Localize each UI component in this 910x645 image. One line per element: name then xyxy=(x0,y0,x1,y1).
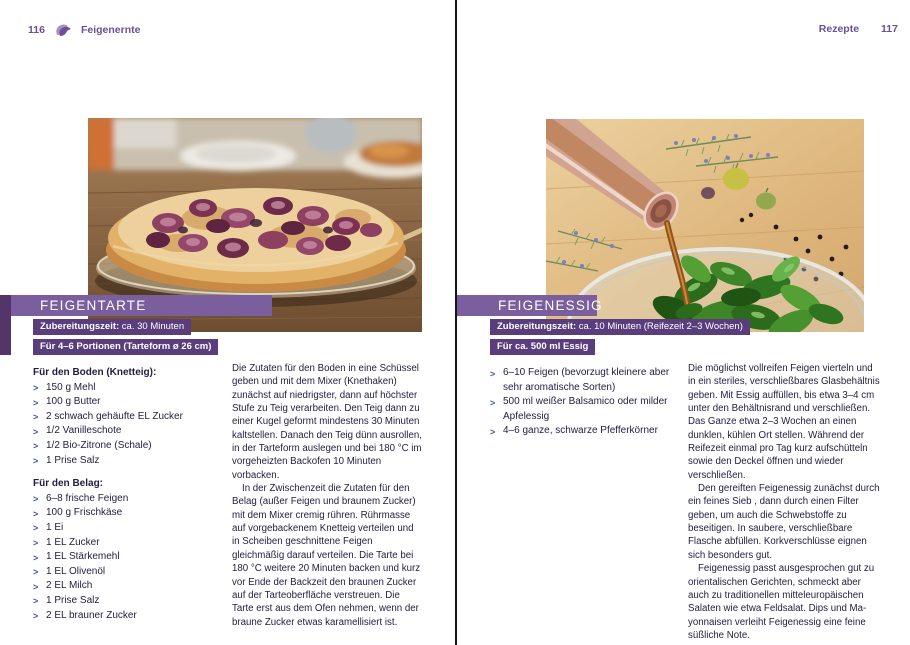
right-page-number: 117 xyxy=(881,23,898,35)
ingredient-text: 1/2 Vanilleschote xyxy=(46,425,122,437)
instructions-left xyxy=(232,362,422,629)
yield-text: Für 4–6 Portionen (Tarteform ø 26 cm) xyxy=(40,341,212,352)
ingredient-text: 1 EL Olivenöl xyxy=(46,565,106,577)
ingredient-bullet: > xyxy=(33,397,39,408)
prep-time-label: Zubereitungszeit: xyxy=(497,321,577,332)
ingredient-text: 100 g Butter xyxy=(46,396,101,408)
ingredient-text: 4–6 ganze, schwarze Pfefferkörner xyxy=(503,425,658,437)
ingredient-bullet: > xyxy=(33,494,39,505)
ingredient-text: 1 Prise Salz xyxy=(46,594,100,606)
ingredient-text: 6–8 frische Feigen xyxy=(46,492,129,504)
ingredient-group-vinegar xyxy=(490,366,688,439)
ingredient-bullet: > xyxy=(33,523,39,534)
ingredient-item xyxy=(33,565,231,580)
instruction-paragraph: Den gereiften Feigenessig zunächst durch ein feines Sieb , dann durch einen Filter geben, um auch die Schwebstoffe zu beseitigen. In saubere, verschließbare Flasche abfüllen. Korkverschlüsse eignen sich besonders gut. xyxy=(688,483,880,561)
ingredient-item xyxy=(490,424,688,439)
ingredient-text: 6–10 Feigen (bevorzugt kleinere aber sehr aromatische Sorten) xyxy=(503,367,670,393)
ingredient-item xyxy=(33,506,231,521)
instruction-paragraph: Die Zutaten für den Boden in eine Schüssel geben und mit dem Mixer (Knethaken) zunächst auf niedrigster, dann auf höchster Stufe zu Teig verarbeiten. Den Teig dann zu einer Kugel geformt mindestens 30 Minuten kaltstellen. Danach den Teig dünn ausrollen, in der Tarteform auslegen und bei 180 °C im vorgeheizten Backofen 10 Minuten vorbacken. xyxy=(232,363,422,481)
ingredient-bullet: > xyxy=(33,567,39,578)
ingredient-text: 2 EL Milch xyxy=(46,580,93,592)
section-label: Feigenernte xyxy=(80,24,141,36)
ingredients-list-right xyxy=(490,366,688,439)
ingredient-text: 2 EL brauner Zucker xyxy=(46,609,137,621)
ingredient-item xyxy=(33,536,231,551)
yield-text: Für ca. 500 ml Essig xyxy=(497,341,589,352)
ingredient-text: 1 EL Stärkemehl xyxy=(46,551,120,563)
ingredient-group-heading: Für den Boden (Knetteig): xyxy=(33,367,157,378)
right-page-header xyxy=(819,23,898,35)
ingredient-bullet: > xyxy=(33,538,39,549)
recipe-title-banner xyxy=(457,295,603,316)
ingredient-item xyxy=(33,454,231,469)
instructions-right xyxy=(688,362,881,642)
ingredient-item xyxy=(33,550,231,565)
ingredient-bullet: > xyxy=(490,368,496,379)
ingredient-text: 1 Ei xyxy=(46,521,64,533)
ingredient-item xyxy=(33,439,231,454)
ingredient-item xyxy=(33,609,231,624)
ingredient-text: 500 ml weißer Balsamico oder milder Apfelessig xyxy=(503,396,668,422)
prep-time-value: ca. 10 Minuten (Reifezeit 2–3 Wochen) xyxy=(576,321,743,332)
ingredient-item xyxy=(490,366,688,395)
fig-leaf-icon xyxy=(54,23,72,37)
ingredient-bullet: > xyxy=(33,441,39,452)
ingredient-bullet: > xyxy=(33,596,39,607)
prep-time-bar xyxy=(490,319,750,335)
left-page-number: 116 xyxy=(28,24,45,36)
ingredient-bullet: > xyxy=(33,383,39,394)
instruction-paragraph: Feigenessig passt ausgesprochen gut zu orientalischen Gerichten, schmeckt aber auch zu traditionellen mitteleuropäischen Salaten wie etwa Feldsalat. Dips und Ma-yonnaisen verleiht Feigenessig eine feine süßliche Note. xyxy=(688,563,875,641)
prep-time-value: ca. 30 Minuten xyxy=(119,321,185,332)
ingredient-bullet: > xyxy=(490,426,496,437)
ingredient-bullet: > xyxy=(33,508,39,519)
ingredient-item xyxy=(33,492,231,507)
ingredient-item xyxy=(33,424,231,439)
ingredient-text: 2 schwach gehäufte EL Zucker xyxy=(46,410,183,422)
ingredient-text: 150 g Mehl xyxy=(46,381,96,393)
ingredient-group-dough xyxy=(33,381,231,469)
prep-time-label: Zubereitungszeit: xyxy=(40,321,120,332)
ingredient-item xyxy=(490,395,688,424)
ingredient-bullet: > xyxy=(33,581,39,592)
ingredient-bullet: > xyxy=(33,611,39,621)
ingredient-bullet: > xyxy=(33,456,39,467)
ingredient-bullet: > xyxy=(33,426,39,437)
page-edge-tab xyxy=(0,295,11,355)
ingredient-bullet: > xyxy=(33,412,39,423)
ingredient-item xyxy=(33,381,231,396)
ingredient-bullet: > xyxy=(33,552,39,563)
yield-bar xyxy=(490,339,595,355)
yield-bar xyxy=(33,339,218,355)
ingredient-group-heading: Für den Belag: xyxy=(33,478,104,490)
ingredient-item xyxy=(33,395,231,410)
prep-time-bar xyxy=(33,319,191,335)
recipe-title: FEIGENESSIG xyxy=(498,298,603,313)
ingredients-list-left xyxy=(33,366,231,623)
ingredient-item xyxy=(33,521,231,536)
recipe-title: FEIGENTARTE xyxy=(40,298,147,313)
instruction-paragraph: Die möglichst vollreifen Feigen vierteln und in ein steriles, verschließbares Glasbehältnis geben. Mit Essig auffüllen, bis etwa 3–4 cm unter den Behältnisrand und verschließen. Das Ganze etwa 2–3 Wochen an einen dunklen, kühlen Ort stellen. Während der Reifezeit einmal pro Tag kurz aufschütteln sowie den Deckel öffnen und wieder verschließen. xyxy=(688,363,880,481)
page-gutter-line xyxy=(455,0,457,645)
section-label: Rezepte xyxy=(818,23,860,35)
recipe-title-banner xyxy=(0,295,272,316)
ingredient-group-topping xyxy=(33,492,231,623)
ingredient-item xyxy=(33,594,231,609)
ingredient-text: 1/2 Bio-Zitrone (Schale) xyxy=(46,439,152,451)
instruction-paragraph: In der Zwischenzeit die Zutaten für den Belag (außer Feigen und braunem Zucker) mit dem Mixer cremig rühren. Rührmasse auf vorgebackenem Knetteig verteilen und in Scheiben geschnittene Feigen gleichmäßig darauf verteilen. Die Tarte bei 180 °C weitere 20 Minuten backen und kurz vor Ende der Backzeit den braunen Zucker auf der Tarteoberfläche verstreuen. Die Tarte erst aus dem Ofen nehmen, wenn der braune Zucker etwas karamellisiert ist. xyxy=(232,483,421,628)
ingredient-item xyxy=(33,579,231,594)
ingredient-text: 1 EL Zucker xyxy=(46,536,100,548)
ingredient-bullet: > xyxy=(490,397,496,408)
left-page-header xyxy=(28,23,140,37)
ingredient-item xyxy=(33,410,231,425)
ingredient-text: 100 g Frischkäse xyxy=(46,507,123,519)
ingredient-text: 1 Prise Salz xyxy=(46,454,100,466)
